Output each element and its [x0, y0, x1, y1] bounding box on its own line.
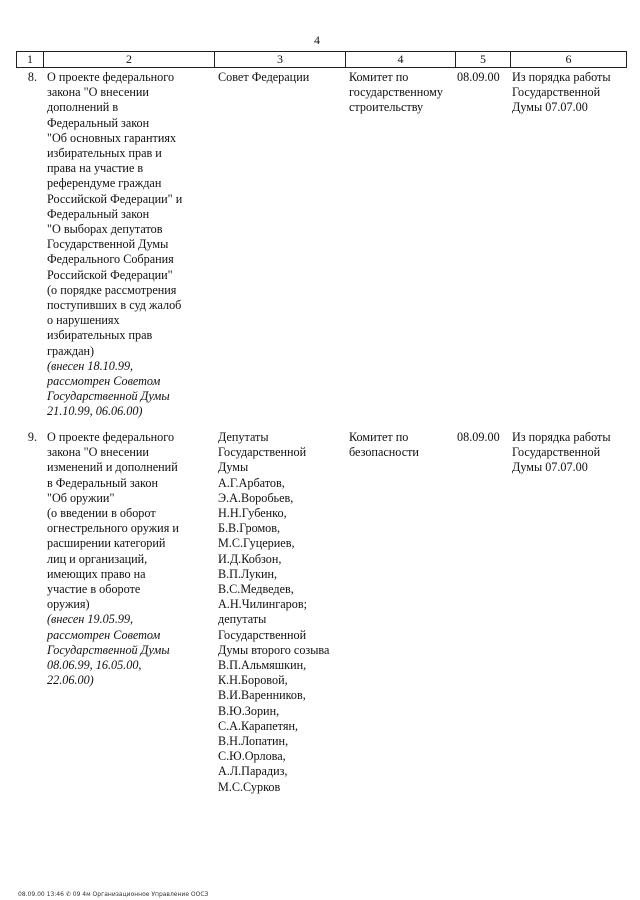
cell-line: государственному — [349, 85, 443, 100]
header-col-3: 3 — [215, 52, 346, 67]
cell-line: (внесен 18.10.99, — [47, 358, 134, 373]
cell-line: избирательных прав — [47, 328, 153, 343]
cell-line: (внесен 19.05.99, — [47, 612, 134, 627]
cell-line: О проекте федерального — [47, 70, 175, 84]
cell-line: Думы 07.07.00 — [512, 100, 588, 115]
cell-line: рассмотрен Советом — [47, 627, 161, 642]
cell-line: М.С.Сурков — [218, 779, 281, 794]
cell-line: Думы — [218, 460, 249, 475]
cell-line: С.А.Карапетян, — [218, 718, 299, 733]
cell-line: депутаты — [218, 612, 267, 627]
header-col-4: 4 — [346, 52, 456, 67]
cell-line: М.С.Гуцериев, — [218, 536, 295, 551]
cell-line: Думы 07.07.00 — [512, 460, 588, 475]
cell-line: о нарушениях — [47, 313, 120, 328]
cell-line: Федеральный закон — [47, 115, 150, 130]
header-col-2: 2 — [44, 52, 215, 67]
cell-line: А.Н.Чилингаров; — [218, 597, 308, 612]
cell-line: Государственной — [512, 445, 601, 460]
cell-line: Депутаты — [218, 430, 269, 444]
cell-line: поступивших в суд жалоб — [47, 298, 182, 313]
cell-line: А.Г.Арбатов, — [218, 475, 285, 490]
cell-line: закона "О внесении — [47, 85, 149, 100]
cell-line: О проекте федерального — [47, 430, 175, 444]
cell-line: Государственной — [512, 85, 601, 100]
cell-line: Б.В.Громов, — [218, 521, 281, 536]
source-cell — [510, 70, 626, 420]
cell-line: изменений и дополнений — [47, 460, 178, 475]
date-cell: 08.09.00 — [457, 70, 500, 84]
committee-cell — [345, 70, 455, 420]
cell-line: оружия) — [47, 597, 90, 612]
cell-line: имеющих право на — [47, 566, 146, 581]
cell-line: С.Ю.Орлова, — [218, 749, 286, 764]
cell-line: Комитет по — [349, 430, 409, 444]
cell-line: строительству — [349, 100, 424, 115]
row-number: 9. — [27, 430, 37, 444]
cell-line: огнестрельного оружия и — [47, 521, 179, 536]
cell-line: 22.06.00) — [47, 673, 94, 688]
cell-line: граждан) — [47, 343, 95, 358]
cell-line: Думы второго созыва — [218, 642, 330, 657]
cell-line: В.П.Лукин, — [218, 566, 278, 581]
date-cell: 08.09.00 — [457, 430, 500, 444]
cell-line: В.Н.Лопатин, — [218, 734, 289, 749]
page-number: 4 — [314, 33, 320, 47]
cell-line: в Федеральный закон — [47, 475, 158, 490]
cell-line: Комитет по — [349, 70, 409, 84]
bill-title-cell — [43, 70, 214, 420]
cell-line: Из порядка работы — [512, 430, 611, 444]
cell-line: Государственной — [218, 445, 307, 460]
bill-note — [47, 612, 214, 688]
cell-line: участие в обороте — [47, 582, 141, 597]
cell-line: В.Ю.Зорин, — [218, 703, 280, 718]
bill-title — [47, 430, 214, 612]
cell-line: Федеральный закон — [47, 206, 150, 221]
cell-line: Совет Федерации — [218, 70, 310, 84]
cell-line: В.С.Медведев, — [218, 582, 294, 597]
cell-line: Из порядка работы — [512, 70, 611, 84]
source-cell — [510, 430, 626, 795]
cell-line: лиц и организаций, — [47, 551, 148, 566]
cell-line: И.Д.Кобзон, — [218, 551, 282, 566]
cell-line: "Об основных гарантиях — [47, 130, 177, 145]
cell-line: 21.10.99, 06.06.00) — [47, 404, 143, 419]
initiator-cell — [214, 70, 345, 420]
cell-line: В.П.Альмяшкин, — [218, 658, 307, 673]
cell-line: А.Л.Парадиз, — [218, 764, 288, 779]
bill-title-cell — [43, 430, 214, 795]
cell-line: Государственной Думы — [47, 389, 170, 404]
cell-line: (о введении в оборот — [47, 506, 156, 521]
header-col-6: 6 — [511, 52, 627, 67]
cell-line: референдуме граждан — [47, 176, 162, 191]
cell-line: рассмотрен Советом — [47, 374, 161, 389]
table-header-row — [16, 51, 627, 68]
cell-line: Федерального Собрания — [47, 252, 174, 267]
table-row — [16, 430, 626, 795]
fax-footer: 08.09.00 13:46 ✆ 09 4м Организационное Управление ООСЗ — [18, 891, 209, 898]
committee-cell — [345, 430, 455, 795]
cell-line: "О выборах депутатов — [47, 222, 163, 237]
table-row — [16, 70, 626, 420]
cell-line: закона "О внесении — [47, 445, 149, 460]
header-col-5: 5 — [456, 52, 511, 67]
bill-note — [47, 359, 214, 420]
cell-line: избирательных прав и — [47, 146, 162, 161]
initiator-cell — [214, 430, 345, 795]
cell-line: В.И.Варенников, — [218, 688, 306, 703]
cell-line: Российской Федерации" — [47, 267, 173, 282]
cell-line: Российской Федерации" и — [47, 191, 183, 206]
cell-line: дополнений в — [47, 100, 119, 115]
cell-line: Государственной Думы — [47, 237, 169, 252]
cell-line: безопасности — [349, 445, 419, 460]
cell-line: (о порядке рассмотрения — [47, 282, 177, 297]
bill-title — [47, 70, 214, 359]
cell-line: расширении категорий — [47, 536, 166, 551]
row-number: 8. — [27, 70, 37, 84]
cell-line: "Об оружии" — [47, 490, 115, 505]
cell-line: К.Н.Боровой, — [218, 673, 288, 688]
header-col-1: 1 — [17, 52, 44, 67]
cell-line: Государственной — [218, 627, 307, 642]
cell-line: 08.06.99, 16.05.00, — [47, 658, 142, 673]
cell-line: Н.Н.Губенко, — [218, 506, 287, 521]
cell-line: Государственной Думы — [47, 642, 170, 657]
cell-line: права на участие в — [47, 161, 144, 176]
cell-line: Э.А.Воробьев, — [218, 490, 294, 505]
